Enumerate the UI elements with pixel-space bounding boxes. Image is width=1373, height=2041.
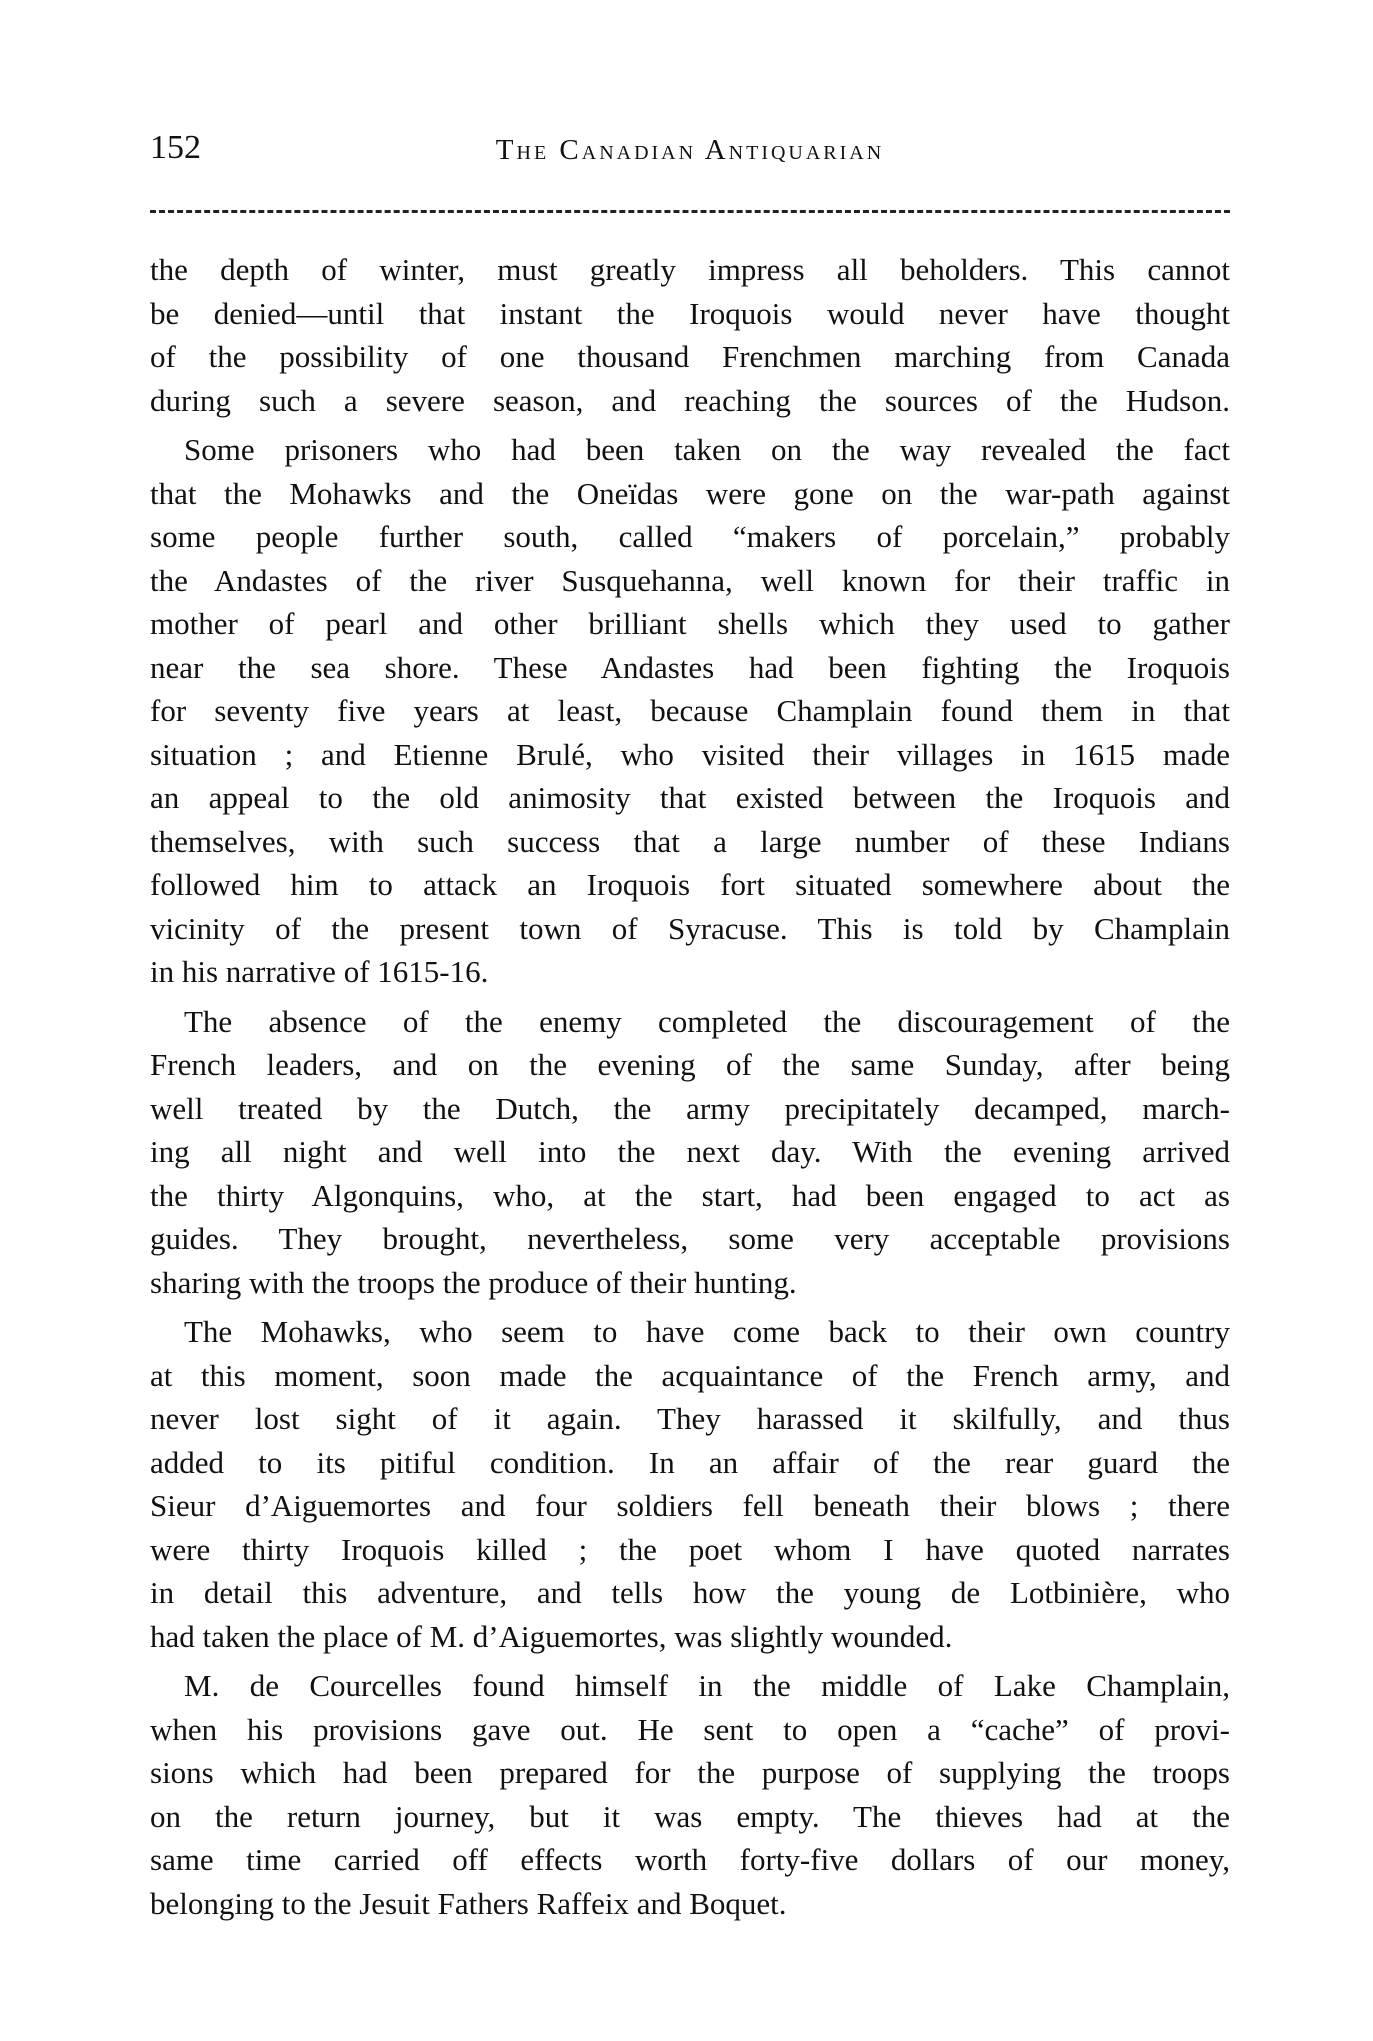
text-line: belonging to the Jesuit Fathers Raffeix and Boquet. [150, 1885, 787, 1921]
text-line: in his narrative of 1615-16. [150, 954, 489, 989]
text-line: themselves, with such success that a large number of these Indians [150, 823, 1230, 859]
header-rule [150, 210, 1230, 213]
paragraph-2 [150, 428, 1230, 994]
text-line: sharing with the troops the produce of their hunting. [150, 1264, 797, 1300]
text-line: were thirty Iroquois killed ; the poet whom I have quoted narrates [150, 1531, 1230, 1567]
text-line: sions which had been prepared for the purpose of supplying the troops [150, 1755, 1230, 1790]
text-line: situation ; and Etienne Brulé, who visited their villages in 1615 made [150, 736, 1230, 772]
text-line: the depth of winter, must greatly impress all beholders. This cannot [150, 252, 1230, 287]
text-line: The absence of the enemy completed the discouragement of the [184, 1003, 1230, 1039]
text-line: during such a severe season, and reaching the sources of the Hudson. [150, 382, 1230, 418]
text-line: at this moment, soon made the acquaintance of the French army, and [150, 1357, 1230, 1393]
text-line: near the sea shore. These Andastes had been fighting the Iroquois [150, 649, 1230, 685]
text-line: the thirty Algonquins, who, at the start, had been engaged to act as [150, 1177, 1230, 1213]
text-line: the Andastes of the river Susquehanna, well known for their traffic in [150, 562, 1230, 598]
text-line: mother of pearl and other brilliant shells which they used to gather [150, 606, 1230, 641]
paragraph-5 [150, 1664, 1230, 1925]
text-line: when his provisions gave out. He sent to open a “cache” of provi- [150, 1711, 1230, 1747]
text-line: vicinity of the present town of Syracuse. This is told by Champlain [150, 910, 1230, 946]
paragraph-4 [150, 1310, 1230, 1658]
text-line: for seventy five years at least, because Champlain found them in that [150, 693, 1230, 728]
paragraph-3 [150, 1000, 1230, 1305]
page-number: 152 [150, 129, 201, 166]
text-line: guides. They brought, nevertheless, some very acceptable provisions [150, 1221, 1230, 1256]
text-line: an appeal to the old animosity that existed between the Iroquois and [150, 780, 1230, 815]
running-title: The Canadian Antiquarian [495, 134, 885, 166]
page-header [150, 128, 1230, 178]
text-line: some people further south, called “makers of porcelain,” probably [150, 519, 1230, 554]
text-line: ing all night and well into the next day. With the evening arrived [150, 1134, 1230, 1169]
text-line: on the return journey, but it was empty. The thieves had at the [150, 1798, 1230, 1834]
text-line: in detail this adventure, and tells how the young de Lotbinière, who [150, 1575, 1230, 1610]
text-line: French leaders, and on the evening of the same Sunday, after being [150, 1047, 1230, 1082]
text-line: had taken the place of M. d’Aiguemortes, was slightly wounded. [150, 1618, 953, 1654]
body-text [150, 248, 1230, 1931]
text-line: be denied—until that instant the Iroquois would never have thought [150, 295, 1230, 331]
text-line: well treated by the Dutch, the army precipitately decamped, march- [150, 1090, 1230, 1126]
text-line: same time carried off effects worth forty-five dollars of our money, [150, 1842, 1230, 1877]
text-line: never lost sight of it again. They harassed it skilfully, and thus [150, 1401, 1230, 1436]
text-line: added to its pitiful condition. In an affair of the rear guard the [150, 1444, 1230, 1480]
text-line: followed him to attack an Iroquois fort situated somewhere about the [150, 867, 1230, 902]
text-line: Sieur d’Aiguemortes and four soldiers fell beneath their blows ; there [150, 1488, 1230, 1523]
text-line: The Mohawks, who seem to have come back to their own country [184, 1314, 1230, 1349]
paragraph-1 [150, 248, 1230, 422]
text-line: of the possibility of one thousand Frenchmen marching from Canada [150, 339, 1230, 374]
text-line: Some prisoners who had been taken on the way revealed the fact [184, 432, 1230, 467]
text-line: M. de Courcelles found himself in the middle of Lake Champlain, [184, 1668, 1230, 1703]
text-line: that the Mohawks and the Oneïdas were gone on the war-path against [150, 475, 1230, 511]
